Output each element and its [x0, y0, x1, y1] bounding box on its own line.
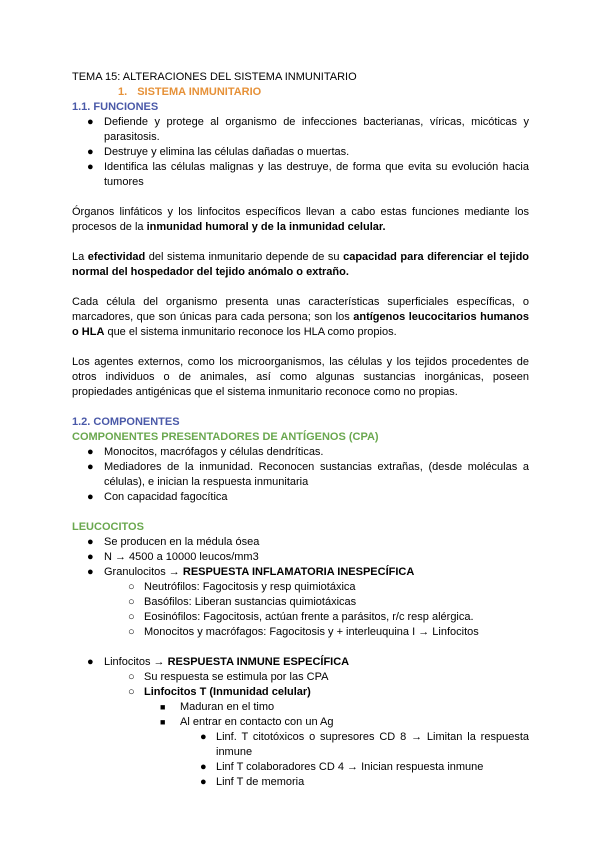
bullet-icon: ● [87, 161, 94, 173]
list-item: ○ Eosinófilos: Fagocitosis, actúan frente a parásitos, r/c resp alérgica. [128, 611, 474, 623]
bullet-icon: ● [200, 731, 207, 743]
list-item: ○ Monocitos y macrófagos: Fagocitosis y + interleuquina I → Linfocitos [128, 626, 479, 638]
circle-bullet-icon: ○ [128, 686, 135, 698]
document-title: TEMA 15: ALTERACIONES DEL SISTEMA INMUNITARIO [72, 71, 357, 83]
list-item-granulocitos: ● Granulocitos → RESPUESTA INFLAMATORIA INESPECÍFICA [87, 566, 415, 578]
funciones-list [72, 115, 529, 190]
document-page [72, 70, 529, 790]
cpa-list [72, 445, 529, 505]
bullet-icon: ● [200, 776, 207, 788]
bullet-icon: ● [87, 491, 94, 503]
circle-bullet-icon: ○ [128, 581, 135, 593]
list-item: ● N → 4500 a 10000 leucos/mm3 [87, 551, 259, 563]
list-item: ● Con capacidad fagocítica [87, 491, 228, 503]
circle-bullet-icon: ○ [128, 596, 135, 608]
circle-bullet-icon: ○ [128, 611, 135, 623]
circle-bullet-icon: ○ [128, 671, 135, 683]
list-item: ● Identifica las células malignas y las destruye, de forma que evita su evolución hacia tumores [87, 161, 529, 188]
paragraph-organos: Órganos linfáticos y los linfocitos específicos llevan a cabo estas funciones mediante los procesos de la inmunidad humoral y de la inmunidad celular. [72, 206, 529, 233]
list-item: ● Destruye y elimina las células dañadas o muertas. [87, 146, 350, 158]
list-item: ○ Basófilos: Liberan sustancias quimiotáxicas [128, 596, 357, 608]
list-item: ● Defiende y protege al organismo de infecciones bacterianas, víricas, micóticas y parasitosis. [87, 116, 529, 143]
bullet-icon: ● [87, 446, 94, 458]
bullet-icon: ● [87, 116, 94, 128]
list-item: ● Se producen en la médula ósea [87, 536, 260, 548]
bullet-icon: ● [87, 146, 94, 158]
bullet-icon: ● [87, 551, 94, 563]
heading-cpa: COMPONENTES PRESENTADORES DE ANTÍGENOS (CPA) [72, 431, 379, 443]
heading-leucocitos: LEUCOCITOS [72, 521, 144, 533]
bullet-icon: ● [87, 656, 94, 668]
bullet-icon: ● [87, 461, 94, 473]
section-heading-sistema-inmunitario [118, 85, 529, 100]
bullet-icon: ● [87, 536, 94, 548]
leucocitos-list [72, 535, 529, 640]
list-item: ○ Su respuesta se estimula por las CPA [128, 671, 329, 683]
heading-funciones: 1.1. FUNCIONES [72, 101, 159, 113]
paragraph-efectividad: La efectividad del sistema inmunitario depende de su capacidad para diferenciar el tejido normal del hospedador del tejido anómalo o extraño. [72, 251, 530, 278]
paragraph-marcadores: Cada célula del organismo presenta unas características superficiales específicas, o marcadores, que son únicas para cada persona; son los antígenos leucocitarios humanos o HLA que el sistema inmunitario reconoce los HLA como propios. [72, 296, 529, 338]
list-item-linfocitos-t: ○ Linfocitos T (Inmunidad celular) [128, 686, 311, 698]
list-item: ● Linf. T citotóxicos o supresores CD 8 → Limitan la respuesta inmune [200, 731, 529, 758]
list-item: ● Monocitos, macrófagos y células dendríticas. [87, 446, 324, 458]
square-bullet-icon: ■ [160, 717, 166, 727]
list-item: ● Linf T colaboradores CD 4 → Inician respuesta inmune [200, 761, 484, 773]
list-item: ○ Neutrófilos: Fagocitosis y resp quimiotáxica [128, 581, 356, 593]
list-item-linfocitos: ● Linfocitos → RESPUESTA INMUNE ESPECÍFICA [87, 656, 350, 668]
linfocitos-list [72, 655, 529, 790]
list-item: ● Mediadores de la inmunidad. Reconocen sustancias extrañas, (desde moléculas a células), e inician la respuesta inmunitaria [87, 461, 529, 488]
list-item: ● Linf T de memoria [200, 776, 305, 788]
section-title: SISTEMA INMUNITARIO [137, 86, 262, 98]
circle-bullet-icon: ○ [128, 626, 135, 638]
square-bullet-icon: ■ [160, 702, 166, 712]
list-item: ■ Maduran en el timo [160, 701, 275, 713]
paragraph-agentes-externos: Los agentes externos, como los microorganismos, las células y los tejidos procedentes de otros individuos o de animales, así como algunas sustancias inorgánicas, poseen propiedades antigénicas que el sistema inmunitario reconoce como no propias. [72, 356, 529, 398]
section-number: 1. [118, 86, 128, 98]
bullet-icon: ● [200, 761, 207, 773]
bullet-icon: ● [87, 566, 94, 578]
heading-componentes: 1.2. COMPONENTES [72, 416, 180, 428]
list-item: ■ Al entrar en contacto con un Ag [160, 716, 334, 728]
